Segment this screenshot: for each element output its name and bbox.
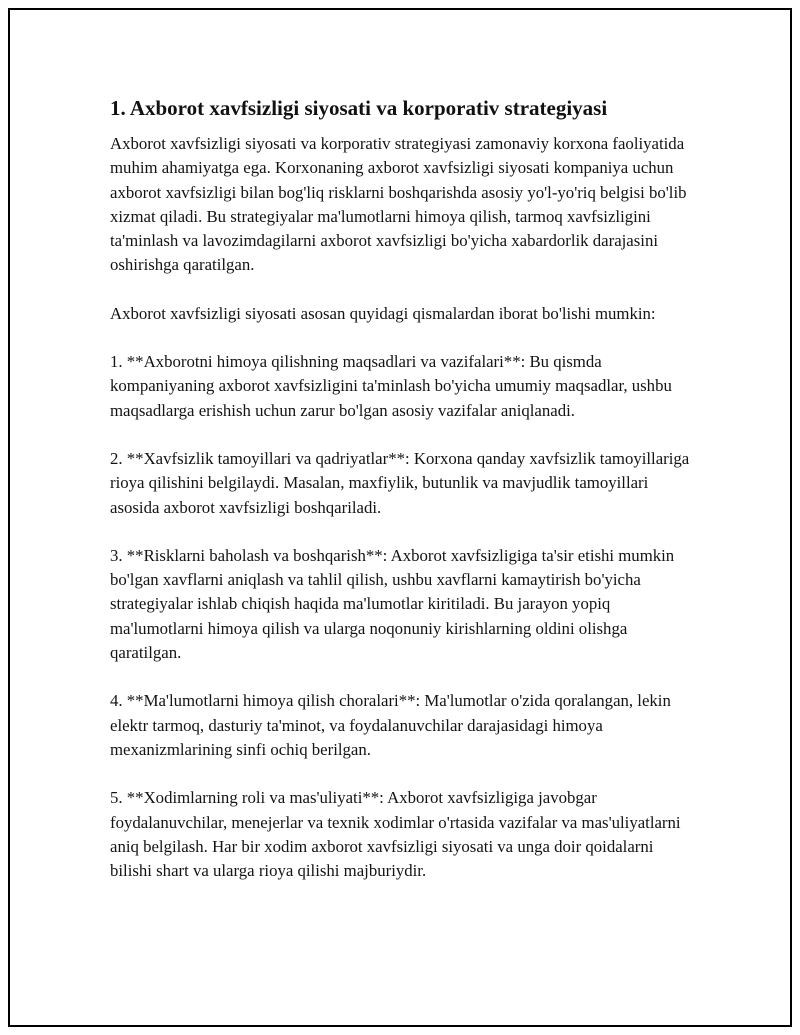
document-body bbox=[110, 93, 690, 907]
list-item-data-protection: 4. **Ma'lumotlarni himoya qilish choralari**: Ma'lumotlar o'zida qoralangan, lekin elektr tarmoq, dasturiy ta'minot, va foydalanuvchilar darajasidagi himoya mexanizmlarining sinfi ochiq berilgan. bbox=[110, 691, 671, 759]
intro-paragraph: Axborot xavfsizligi siyosati va korporativ strategiyasi zamonaviy korxona faoliyatida muhim ahamiyatga ega. Korxonaning axborot xavfsizligi siyosati kompaniya uchun axborot xavfsizligi bilan bog'liq risklarni boshqarishda asosiy yo'l-yo'riq belgisi bo'lib xizmat qiladi. Bu strategiyalar ma'lumotlarni himoya qilish, tarmoq xavfsizligini ta'minlash va lavozimdagilarni axborot xavfsizligi bo'yicha xabardorlik darajasini oshirishga qaratilgan. bbox=[110, 134, 687, 275]
list-item-goals: 1. **Axborotni himoya qilishning maqsadlari va vazifalari**: Bu qismda kompaniyaning axborot xavfsizligini ta'minlash bo'yicha umumiy maqsadlar, ushbu maqsadlarga erishish uchun zarur bo'lgan asosiy vazifalar aniqlanadi. bbox=[110, 352, 672, 420]
list-item-risk-management: 3. **Risklarni baholash va boshqarish**: Axborot xavfsizligiga ta'sir etishi mumkin bo'lgan xavflarni aniqlash va tahlil qilish, ushbu xavflarni kamaytirish bo'yicha strategiyalar ishlab chiqish haqida ma'lumotlar kiritiladi. Bu jarayon yopiq ma'lumotlarni himoya qilish va ularga noqonuniy kirishlarning oldini olishga qaratilgan. bbox=[110, 545, 675, 663]
policy-parts-intro: Axborot xavfsizligi siyosati asosan quyidagi qismalardan iborat bo'lishi mumkin: bbox=[110, 303, 656, 323]
list-item-principles: 2. **Xavfsizlik tamoyillari va qadriyatlar**: Korxona qanday xavfsizlik tamoyillariga rioya qilishini belgilaydi. Masalan, maxfiylik, butunlik va mavjudlik tamoyillari asosida axborot xavfsizligi boshqariladi. bbox=[110, 448, 690, 517]
section-heading: 1. Axborot xavfsizligi siyosati va korporativ strategiyasi bbox=[110, 96, 608, 120]
list-item-staff-roles: 5. **Xodimlarning roli va mas'uliyati**: Axborot xavfsizligiga javobgar foydalanuvchilar, menejerlar va texnik xodimlar o'rtasida vazifalar va mas'uliyatlarni aniq belgilash. Har bir xodim axborot xavfsizligi siyosati va unga doir qoidalarni bilishi shart va ularga rioya qilishi majburiydir. bbox=[110, 788, 681, 881]
